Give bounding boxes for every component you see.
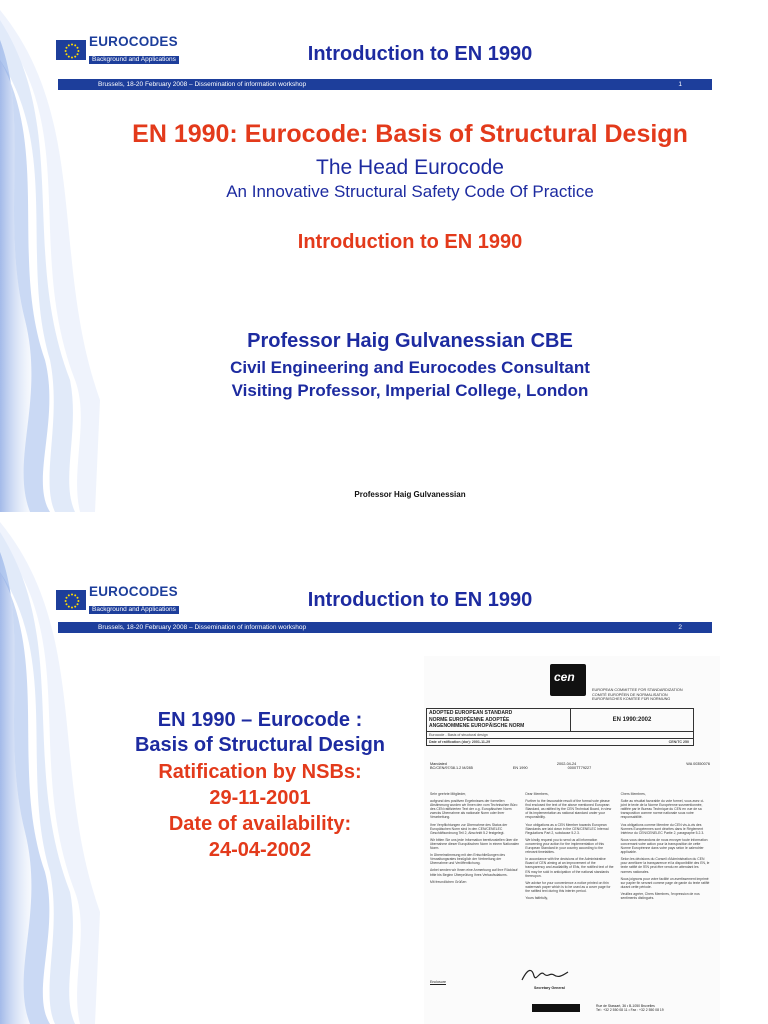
slide-header-title: Introduction to EN 1990 [307,589,533,611]
cen-logo: cen [550,664,586,696]
info-band [58,79,712,90]
logo-title: EUROCODES [89,34,178,50]
page-number: 2 [678,624,682,631]
letter-english: Dear Members, Further to the favourable result of the formal vote please find enclosed the text of the above mentioned European Standard, as ratified by the CEN Technical Board, in view of its implementation as national standard under your responsibility. Your obligations as a CEN Member towards European Standards are laid down in the CEN/CENELEC Internal Regulations Part 2, subclause 5.2.3. We kindly request you to send us all information concerning your action for the implementation of this European Standard in your country according to the relevant timetables. In accordance with the decisions of the Administrative Board of CEN aiming at an improvement of the transparency and availability of ENs, the notified text of the EN may be sold in anticipation of the national standards thereupon. We advise for your convenience a notice printed on thin watermark paper which is to be used as a cover page for the ratified text during this interim period. Yours faithfully, [525,792,614,900]
document-meta: Mandated 2002-04-24 WA 00350076 BC/CEN/97/38.1.2 M/285 EN 1990 0000TT79227 [430,762,710,771]
scanned-document [424,656,720,1024]
subtitle-head-eurocode: The Head Eurocode [316,156,504,179]
ratification-label: Ratification by NSBs: [158,761,362,783]
intro-heading: Introduction to EN 1990 [297,231,523,253]
main-title: EN 1990: Eurocode: Basis of Structural Design [132,120,688,148]
eu-flag-icon [56,40,86,60]
slide-header-title: Introduction to EN 1990 [307,43,533,65]
cen-header: EUROPEAN COMMITTEE FOR STANDARDIZATION COMITÉ EUROPÉEN DE NORMALISATION EUROPÄISCHES KOMITEE FÜR NORMUNG [592,688,683,702]
band-text: Brussels, 18-20 February 2008 – Dissemination of information workshop [98,81,307,88]
availability-label: Date of availability: [168,813,352,835]
eurocodes-logo [56,32,184,68]
availability-date: 24-04-2002 [208,839,312,861]
standard-title: Basis of Structural Design [134,734,386,756]
letter-german: Sehr geehrte Mitglieder, aufgrund des positiven Ergebnisses der formellen Abstimmung wurden wir Ihnen den vom Technischen Büro des CEN ratifizierten Text der o.g. Europäischen Norm zwecks Übernahme als nationale Norm oder ihrer Verarbeitung. Ihre Verpflichtungen zur Übernahme des Status der Europäischen Norm sind in den CEN/CENELEC Geschäftsordnung Teil 2, Abschnitt 5.2 festgelegt. Wir bitten Sie uns jede Information bereitzustellen über die übernahme dieser Europäischen Norm in einem Nationalen Norm. In Übereinstimmung mit den Entschließungen des Verwaltungsrates bezüglich der Verbreitung der Übernahme und Veröffentlichung. Anbei senden wir Ihnen eine Anmerkung auf Ihre Rücklauf bitte bis Beginn Überprüfung Ihres Verkaufsdatums. Mit freundlichen Grüßen [430,792,520,884]
ratification-date: 29-11-2001 [209,787,311,809]
logo-subtitle: Background and Applications [89,56,179,65]
redaction-bar [532,1004,580,1012]
logo-subtitle: Background and Applications [89,606,179,615]
slide-2 [0,512,768,1024]
page-number: 1 [678,81,682,88]
document-footer: Rue de Stassart, 36 • B-1050 Bruxelles Tel : +32 2 550 08 11 • Fax : +32 2 550 08 19 [596,1004,664,1013]
signature-label: Secretary General [534,986,565,990]
author-name: Professor Haig Gulvanessian CBE [247,330,573,352]
eu-flag-icon [56,590,86,610]
letter-columns [430,792,710,903]
signature-icon [514,966,574,984]
letter-french: Chers Membres, Suite au résultat favorable du vote formel, vous avez ci-joint le texte de la Norme Européenne susmentionnée, ratifiée par le Bureau Technique du CEN en vue de sa transposition comme norme nationale sous votre responsabilité. Vos obligations comme Membre du CEN vis-à-vis des Normes Européennes sont décrites dans le Règlement Intérieur du CEN/CENELEC Partie 2, paragraphe 5.2.3. Nous vous demandons de nous envoyer toute information concernant votre action pour la transposition de cette Norme Européenne dans votre pays selon le calendrier applicable. Selon les décisions du Conseil d'Administration du CEN pour améliorer la transparence et la disponibilité des EN, le texte ratifié de l'EN peut être vendu en attendant les normes nationales. Nous joignons pour votre facilité un avertissement imprimé sur papier fin servant comme page de garde du texte ratifié durant cette période. Veuillez agréer, Chers Membres, l'expression de nos sentiments distingués. [620,792,710,900]
logo-title: EUROCODES [89,584,178,600]
band-text: Brussels, 18-20 February 2008 – Dissemination of information workshop [98,624,307,631]
slide-footer: Professor Haig Gulvanessian [354,490,466,499]
author-role-1: Civil Engineering and Eurocodes Consultant [230,358,590,377]
subtitle-innovative: An Innovative Structural Safety Code Of Practice [226,182,594,201]
eurocodes-logo [56,582,184,618]
standard-box: ADOPTED EUROPEAN STANDARD NORME EUROPÉENNE ADOPTÉE ANGENOMMENE EUROPÄISCHE NORM EN 1990:2002 Eurocode - Basis of structural design Date of ratification (dor): 2001-11-29 CEN/TC 250 [426,708,694,746]
author-role-2: Visiting Professor, Imperial College, London [231,381,589,400]
info-band [58,622,712,633]
enclosure-label: Enclosure [430,980,446,984]
standard-name: EN 1990 – Eurocode : [157,709,363,731]
